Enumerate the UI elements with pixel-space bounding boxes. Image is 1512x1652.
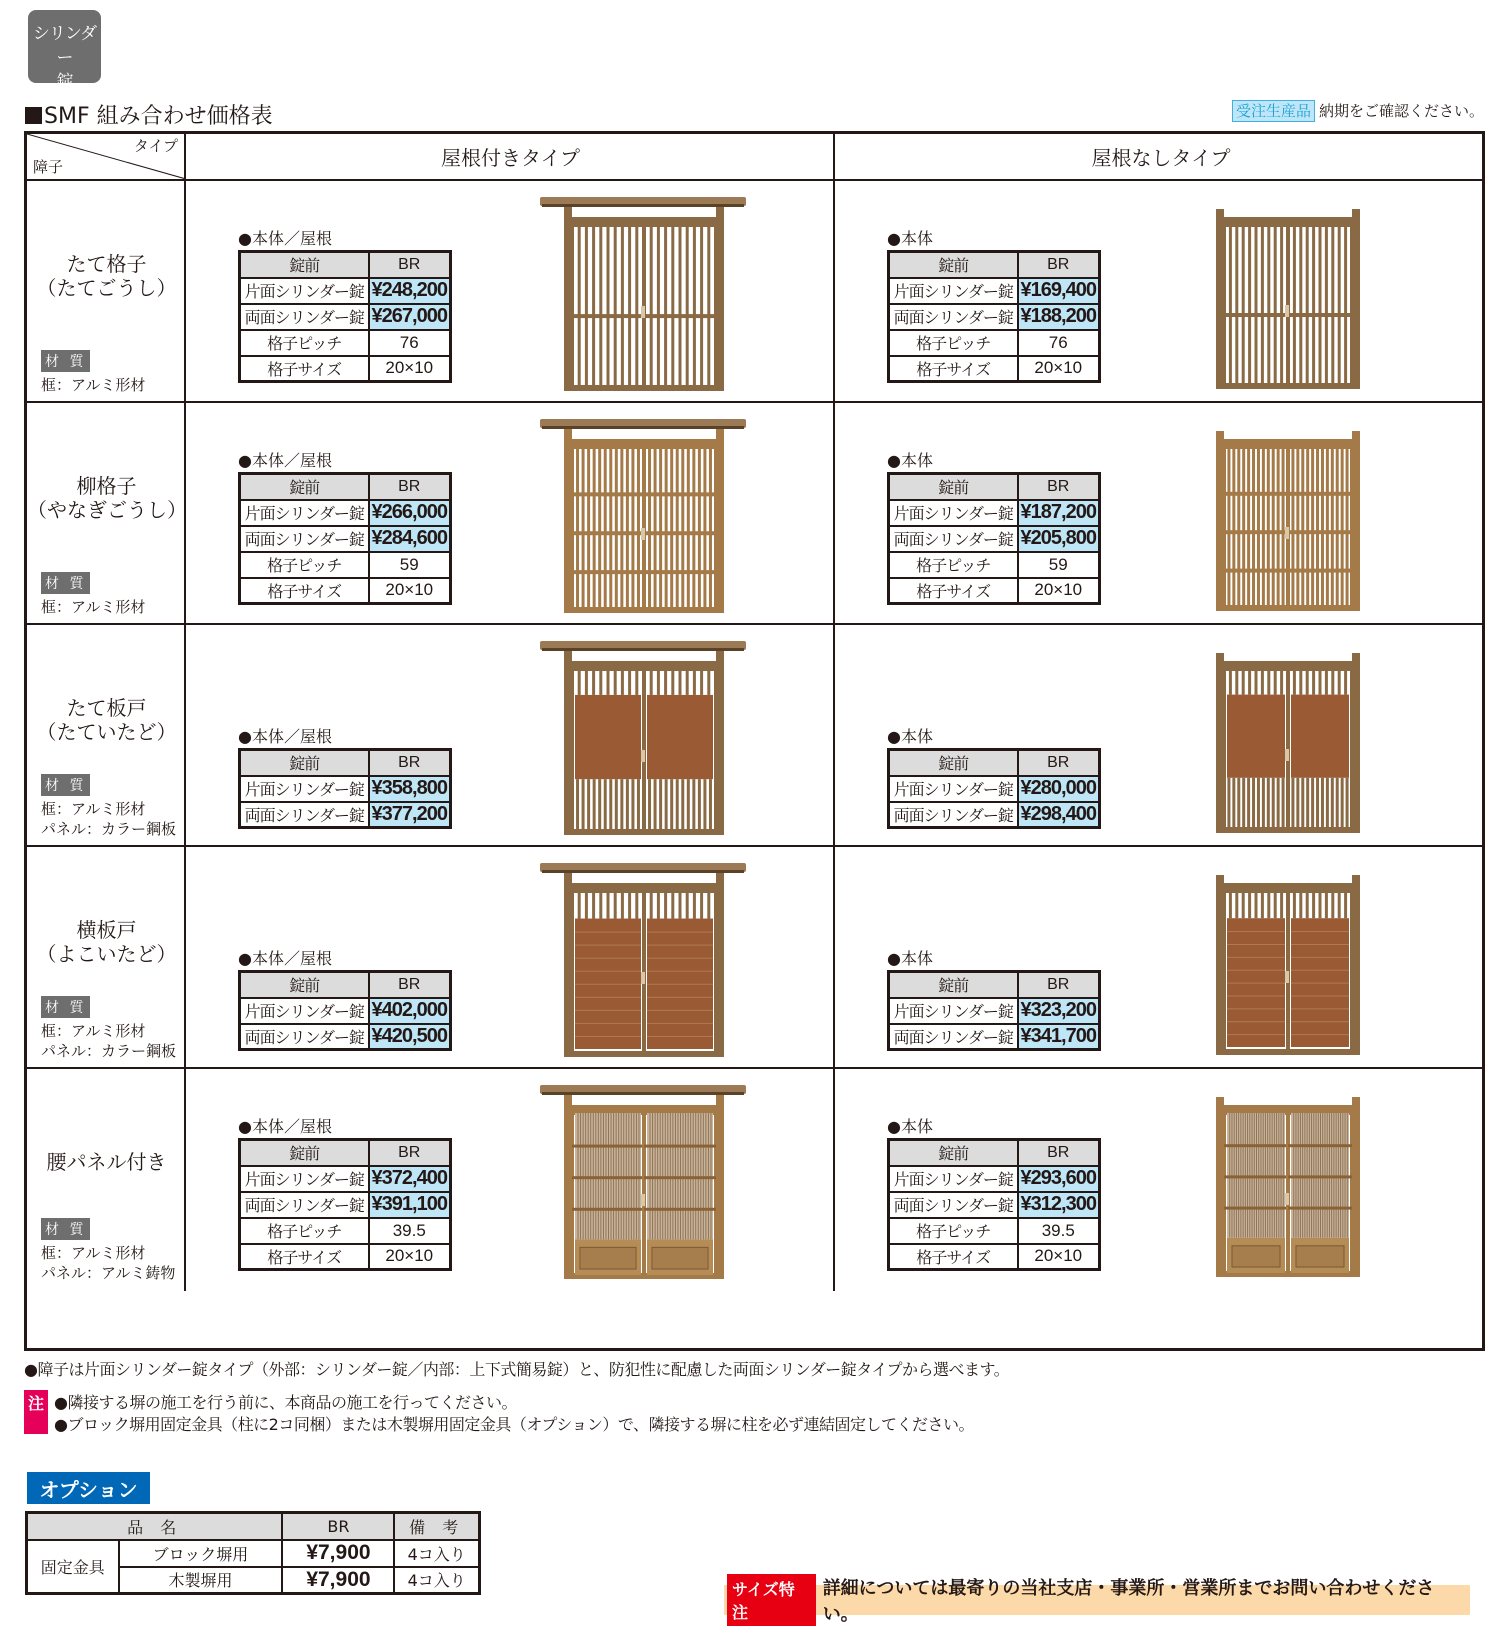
spec-price: ¥391,100 (369, 1192, 451, 1218)
spec-header-lock: 錠前 (240, 972, 369, 998)
table-row (889, 1166, 1100, 1192)
table-row (889, 1024, 1100, 1050)
material-text: 框：アルミ形材 (41, 1244, 146, 1262)
spec-value: 59 (369, 552, 451, 578)
material-tag: 材 質 (41, 774, 90, 796)
spec-header-lock: 錠前 (889, 750, 1018, 776)
table-row (240, 776, 451, 802)
spec-price: ¥284,600 (369, 526, 451, 552)
row-label (27, 625, 186, 845)
spec-price: ¥402,000 (369, 998, 451, 1024)
cell-no-roof (837, 625, 1485, 845)
spec-key: 両面シリンダー錠 (889, 304, 1018, 330)
cell-with-roof (188, 1069, 835, 1291)
spec-header-lock: 錠前 (240, 750, 369, 776)
spec-price: ¥280,000 (1018, 776, 1100, 802)
spec-header-br: BR (369, 972, 451, 998)
body-roof-label: ●本体／屋根 (238, 451, 332, 470)
made-to-order-tag: 受注生産品 (1232, 100, 1315, 122)
spec-key: 格子サイズ (889, 578, 1018, 604)
spec-price: ¥205,800 (1018, 526, 1100, 552)
option-price: ¥7,900 (282, 1567, 394, 1594)
options-table (25, 1511, 481, 1595)
spec-header-row (889, 972, 1100, 998)
spec-key: 格子ピッチ (240, 552, 369, 578)
table-row (240, 1024, 451, 1050)
corner-shoji-label: 障子 (33, 158, 64, 176)
spec-table-roof (238, 250, 452, 383)
table-row (889, 356, 1100, 382)
table-row (889, 500, 1100, 526)
spec-key: 両面シリンダー錠 (889, 802, 1018, 828)
material-tag: 材 質 (41, 572, 90, 594)
spec-key: 片面シリンダー錠 (240, 500, 369, 526)
door-with-roof-image (540, 639, 746, 839)
spec-header-br: BR (369, 252, 451, 278)
material-tag: 材 質 (41, 350, 90, 372)
cell-with-roof (188, 625, 835, 845)
cell-with-roof (188, 847, 835, 1067)
door-type-reading: （たていたど） (36, 720, 177, 744)
spec-key: 片面シリンダー錠 (240, 776, 369, 802)
options-header-name: 品 名 (27, 1513, 283, 1540)
material-tag: 材 質 (41, 1218, 90, 1240)
spec-value: 20×10 (369, 578, 451, 604)
options-header-row (27, 1513, 480, 1540)
spec-value: 59 (1018, 552, 1100, 578)
spec-key: 両面シリンダー錠 (889, 526, 1018, 552)
door-type-reading: （たてごうし） (36, 276, 177, 300)
table-row (889, 1218, 1100, 1244)
spec-header-row (240, 1140, 451, 1166)
options-tag: オプション (27, 1472, 150, 1504)
spec-price: ¥188,200 (1018, 304, 1100, 330)
spec-header-lock: 錠前 (889, 972, 1018, 998)
table-row (889, 776, 1100, 802)
options-header-br: BR (282, 1513, 394, 1540)
spec-key: 格子ピッチ (240, 330, 369, 356)
badge-line2: 錠 (56, 72, 73, 92)
table-row (240, 1166, 451, 1192)
spec-table-roof (238, 970, 452, 1051)
table-row (240, 552, 451, 578)
spec-price: ¥298,400 (1018, 802, 1100, 828)
table-row (240, 1218, 451, 1244)
spec-value: 39.5 (1018, 1218, 1100, 1244)
spec-header-row (240, 474, 451, 500)
spec-header-br: BR (1018, 252, 1100, 278)
spec-key: 両面シリンダー錠 (889, 1192, 1018, 1218)
table-row-yanagi-koshi (27, 403, 1482, 625)
spec-header-lock: 錠前 (889, 252, 1018, 278)
options-group: 固定金具 (27, 1540, 119, 1594)
body-roof-label: ●本体／屋根 (238, 727, 332, 746)
spec-header-br: BR (369, 1140, 451, 1166)
corner-type-label: タイプ (133, 137, 178, 155)
spec-table-noroof (887, 472, 1101, 605)
spec-key: 格子ピッチ (889, 552, 1018, 578)
spec-key: 片面シリンダー錠 (240, 998, 369, 1024)
spec-value: 20×10 (369, 356, 451, 382)
badge-line1: シリンダー (32, 24, 97, 68)
door-type-name: たて板戸 (66, 696, 147, 720)
header-corner (27, 134, 186, 179)
spec-key: 片面シリンダー錠 (240, 278, 369, 304)
door-no-roof-image (1212, 875, 1364, 1059)
material-text: 框：アルミ形材 (41, 800, 146, 818)
body-label: ●本体 (887, 1117, 933, 1136)
row-label (27, 847, 186, 1067)
door-with-roof-image (540, 195, 746, 395)
spec-table-roof (238, 472, 452, 605)
spec-table-noroof (887, 970, 1101, 1051)
door-with-roof-image (540, 861, 746, 1061)
table-row (240, 500, 451, 526)
spec-price: ¥323,200 (1018, 998, 1100, 1024)
table-row (240, 578, 451, 604)
made-to-order-text: 納期をご確認ください。 (1318, 102, 1484, 120)
footnote: ●障子は片面シリンダー錠タイプ（外部：シリンダー錠／内部：上下式簡易錠）と、防犯性に配慮した両面シリンダー錠タイプから選べます。 (24, 1360, 1010, 1379)
table-row (889, 1192, 1100, 1218)
body-roof-label: ●本体／屋根 (238, 229, 332, 248)
row-label (27, 181, 186, 401)
spec-key: 格子サイズ (240, 1244, 369, 1270)
spec-header-row (889, 1140, 1100, 1166)
material-tag: 材 質 (41, 996, 90, 1018)
spec-header-lock: 錠前 (240, 252, 369, 278)
price-table (24, 131, 1485, 1351)
spec-key: 両面シリンダー錠 (240, 304, 369, 330)
spec-price: ¥267,000 (369, 304, 451, 330)
spec-header-lock: 錠前 (240, 474, 369, 500)
table-row-tate-koshi (27, 181, 1482, 403)
cell-no-roof (837, 403, 1485, 623)
door-type-reading: （よこいたど） (36, 942, 177, 966)
custom-size-text: 詳細については最寄りの当社支店・事業所・営業所までお問い合わせください。 (822, 1578, 1435, 1625)
table-row-koshi-panel (27, 1069, 1482, 1291)
door-no-roof-image (1212, 209, 1364, 393)
table-header (27, 134, 1482, 181)
door-type-name: 柳格子 (76, 474, 137, 498)
table-row (240, 304, 451, 330)
spec-price: ¥293,600 (1018, 1166, 1100, 1192)
spec-key: 格子サイズ (240, 578, 369, 604)
caution-line-2: ●ブロック塀用固定金具（柱に2コ同梱）または木製塀用固定金具（オプション）で、隣接する塀に柱を必ず連結固定してください。 (54, 1415, 975, 1434)
table-row-tate-itado (27, 625, 1482, 847)
cylinder-lock-badge (28, 10, 101, 92)
spec-key: 格子サイズ (889, 1244, 1018, 1270)
spec-price: ¥420,500 (369, 1024, 451, 1050)
spec-header-br: BR (369, 474, 451, 500)
made-to-order-note (1232, 100, 1484, 121)
spec-header-row (240, 750, 451, 776)
spec-price: ¥187,200 (1018, 500, 1100, 526)
body-label: ●本体 (887, 451, 933, 470)
table-row (889, 278, 1100, 304)
column-header-with-roof: 屋根付きタイプ (188, 134, 835, 179)
door-type-name: 腰パネル付き (46, 1150, 167, 1174)
spec-key: 両面シリンダー錠 (889, 1024, 1018, 1050)
spec-header-row (889, 750, 1100, 776)
option-price: ¥7,900 (282, 1540, 394, 1567)
spec-price: ¥372,400 (369, 1166, 451, 1192)
material-text: パネル：カラー鋼板 (41, 1042, 177, 1060)
spec-header-lock: 錠前 (240, 1140, 369, 1166)
spec-key: 片面シリンダー錠 (889, 500, 1018, 526)
table-row (889, 998, 1100, 1024)
spec-table-roof (238, 1138, 452, 1271)
material-text: 框：アルミ形材 (41, 1022, 146, 1040)
material-text: 框：アルミ形材 (41, 376, 146, 394)
custom-size-note (724, 1578, 1470, 1625)
table-row (240, 278, 451, 304)
material-text: 框：アルミ形材 (41, 598, 146, 616)
door-type-name: たて格子 (66, 252, 147, 276)
spec-price: ¥248,200 (369, 278, 451, 304)
spec-header-lock: 錠前 (889, 1140, 1018, 1166)
option-note: 4コ入り (394, 1540, 479, 1567)
spec-key: 片面シリンダー錠 (889, 278, 1018, 304)
spec-key: 両面シリンダー錠 (240, 1024, 369, 1050)
spec-key: 両面シリンダー錠 (240, 1192, 369, 1218)
table-row (240, 802, 451, 828)
cell-no-roof (837, 1069, 1485, 1291)
body-roof-label: ●本体／屋根 (238, 949, 332, 968)
cell-with-roof (188, 181, 835, 401)
spec-price: ¥358,800 (369, 776, 451, 802)
row-label (27, 403, 186, 623)
spec-value: 20×10 (1018, 578, 1100, 604)
door-no-roof-image (1212, 431, 1364, 615)
spec-table-noroof (887, 250, 1101, 383)
spec-key: 片面シリンダー錠 (889, 998, 1018, 1024)
spec-value: 39.5 (369, 1218, 451, 1244)
spec-header-br: BR (1018, 972, 1100, 998)
spec-price: ¥341,700 (1018, 1024, 1100, 1050)
page-title-text: SMF 組み合わせ価格表 (44, 104, 273, 129)
table-row (889, 802, 1100, 828)
spec-price: ¥169,400 (1018, 278, 1100, 304)
spec-price: ¥312,300 (1018, 1192, 1100, 1218)
table-row-yoko-itado (27, 847, 1482, 1069)
body-label: ●本体 (887, 949, 933, 968)
spec-price: ¥266,000 (369, 500, 451, 526)
cell-with-roof (188, 403, 835, 623)
column-header-no-roof: 屋根なしタイプ (1091, 146, 1231, 170)
spec-header-br: BR (1018, 750, 1100, 776)
spec-key: 格子ピッチ (240, 1218, 369, 1244)
table-row (240, 1192, 451, 1218)
spec-header-br: BR (1018, 474, 1100, 500)
cell-no-roof (837, 181, 1485, 401)
caution-line-1: ●隣接する塀の施工を行う前に、本商品の施工を行ってください。 (54, 1393, 517, 1412)
table-row (889, 304, 1100, 330)
spec-table-roof (238, 748, 452, 829)
caution-mark: 注 (24, 1390, 48, 1434)
spec-header-row (240, 972, 451, 998)
spec-header-br: BR (1018, 1140, 1100, 1166)
table-row (27, 1540, 480, 1567)
spec-price: ¥377,200 (369, 802, 451, 828)
spec-key: 両面シリンダー錠 (240, 802, 369, 828)
spec-table-noroof (887, 748, 1101, 829)
option-name: ブロック塀用 (119, 1540, 283, 1567)
spec-header-br: BR (369, 750, 451, 776)
option-name: 木製塀用 (119, 1567, 283, 1594)
spec-key: 両面シリンダー錠 (240, 526, 369, 552)
door-type-name: 横板戸 (76, 918, 137, 942)
body-label: ●本体 (887, 727, 933, 746)
option-note: 4コ入り (394, 1567, 479, 1594)
spec-header-row (240, 252, 451, 278)
spec-key: 格子サイズ (240, 356, 369, 382)
spec-key: 片面シリンダー錠 (889, 1166, 1018, 1192)
body-label: ●本体 (887, 229, 933, 248)
table-row (889, 578, 1100, 604)
spec-key: 格子サイズ (889, 356, 1018, 382)
door-with-roof-image (540, 1083, 746, 1283)
spec-value: 20×10 (1018, 1244, 1100, 1270)
table-row (240, 356, 451, 382)
table-row (240, 998, 451, 1024)
spec-key: 片面シリンダー錠 (240, 1166, 369, 1192)
table-row (889, 330, 1100, 356)
spec-value: 76 (1018, 330, 1100, 356)
row-label (27, 1069, 186, 1291)
table-row (240, 330, 451, 356)
material-text: パネル：カラー鋼板 (41, 820, 177, 838)
spec-key: 格子ピッチ (889, 1218, 1018, 1244)
page-title (25, 99, 273, 130)
cell-no-roof (837, 847, 1485, 1067)
material-text: パネル：アルミ鋳物 (41, 1264, 176, 1282)
table-row (889, 1244, 1100, 1270)
spec-header-row (889, 252, 1100, 278)
custom-size-tag: サイズ特注 (727, 1574, 816, 1626)
door-type-reading: （やなぎごうし） (27, 498, 187, 522)
spec-header-lock: 錠前 (889, 474, 1018, 500)
body-roof-label: ●本体／屋根 (238, 1117, 332, 1136)
table-row (240, 1244, 451, 1270)
table-row (889, 526, 1100, 552)
spec-value: 20×10 (1018, 356, 1100, 382)
table-row (889, 552, 1100, 578)
door-no-roof-image (1212, 653, 1364, 837)
spec-header-row (889, 474, 1100, 500)
square-bullet-icon (25, 107, 42, 124)
spec-table-noroof (887, 1138, 1101, 1271)
options-header-note: 備 考 (394, 1513, 479, 1540)
spec-key: 格子ピッチ (889, 330, 1018, 356)
door-with-roof-image (540, 417, 746, 617)
table-row (240, 526, 451, 552)
spec-value: 20×10 (369, 1244, 451, 1270)
spec-key: 片面シリンダー錠 (889, 776, 1018, 802)
spec-value: 76 (369, 330, 451, 356)
door-no-roof-image (1212, 1097, 1364, 1281)
